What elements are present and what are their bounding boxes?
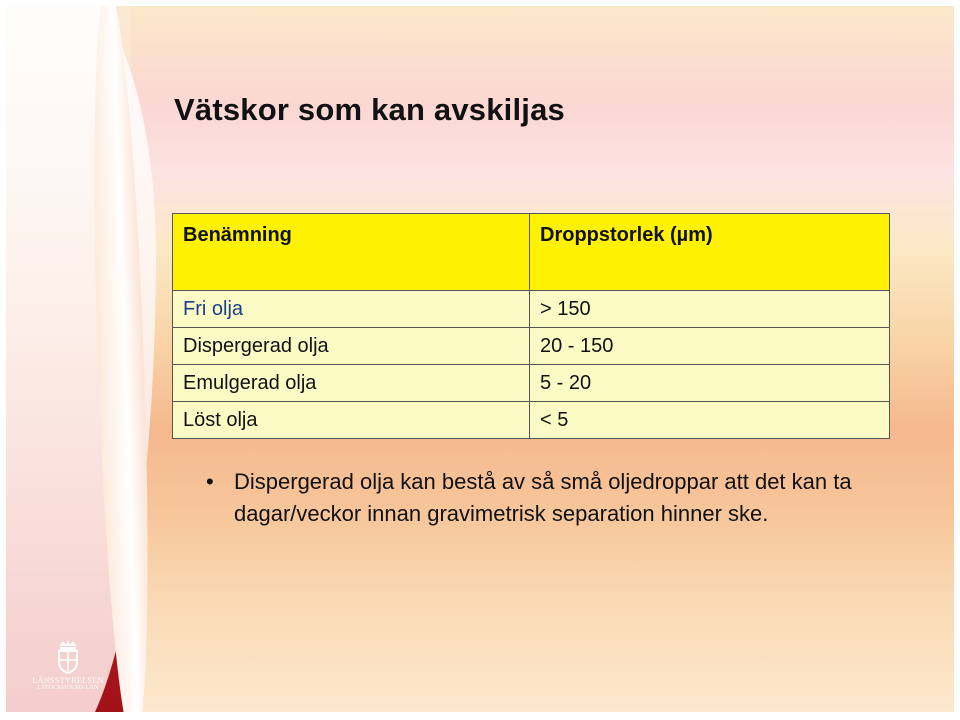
cell-size: 5 - 20 [530, 365, 890, 402]
table-header-row [173, 214, 890, 291]
cell-name: Löst olja [173, 402, 530, 439]
cell-size: < 5 [530, 402, 890, 439]
table-row [173, 291, 890, 328]
cell-size: 20 - 150 [530, 328, 890, 365]
bullet-item [206, 466, 886, 530]
table-row [173, 402, 890, 439]
logo-subtitle: I STOCKHOLMS LÄN [37, 685, 99, 691]
bullet-text: Dispergerad olja kan bestå av så små oljedroppar att det kan ta dagar/veckor innan gravimetrisk separation hinner ske. [234, 469, 852, 526]
bullet-icon: • [206, 469, 214, 494]
cell-name: Emulgerad olja [173, 365, 530, 402]
cell-size: > 150 [530, 291, 890, 328]
logo [20, 638, 116, 691]
droplet-size-table [172, 213, 890, 439]
header-droplet-size: Droppstorlek (µm) [530, 214, 890, 291]
header-name: Benämning [173, 214, 530, 291]
cell-name: Dispergerad olja [173, 328, 530, 365]
table-row [173, 328, 890, 365]
logo-name: LÄNSSTYRELSEN [32, 676, 104, 685]
crown-shield-icon [55, 638, 81, 674]
cell-name: Fri olja [173, 291, 530, 328]
slide-title: Vätskor som kan avskiljas [174, 92, 566, 127]
table-row [173, 365, 890, 402]
slide [6, 6, 954, 712]
